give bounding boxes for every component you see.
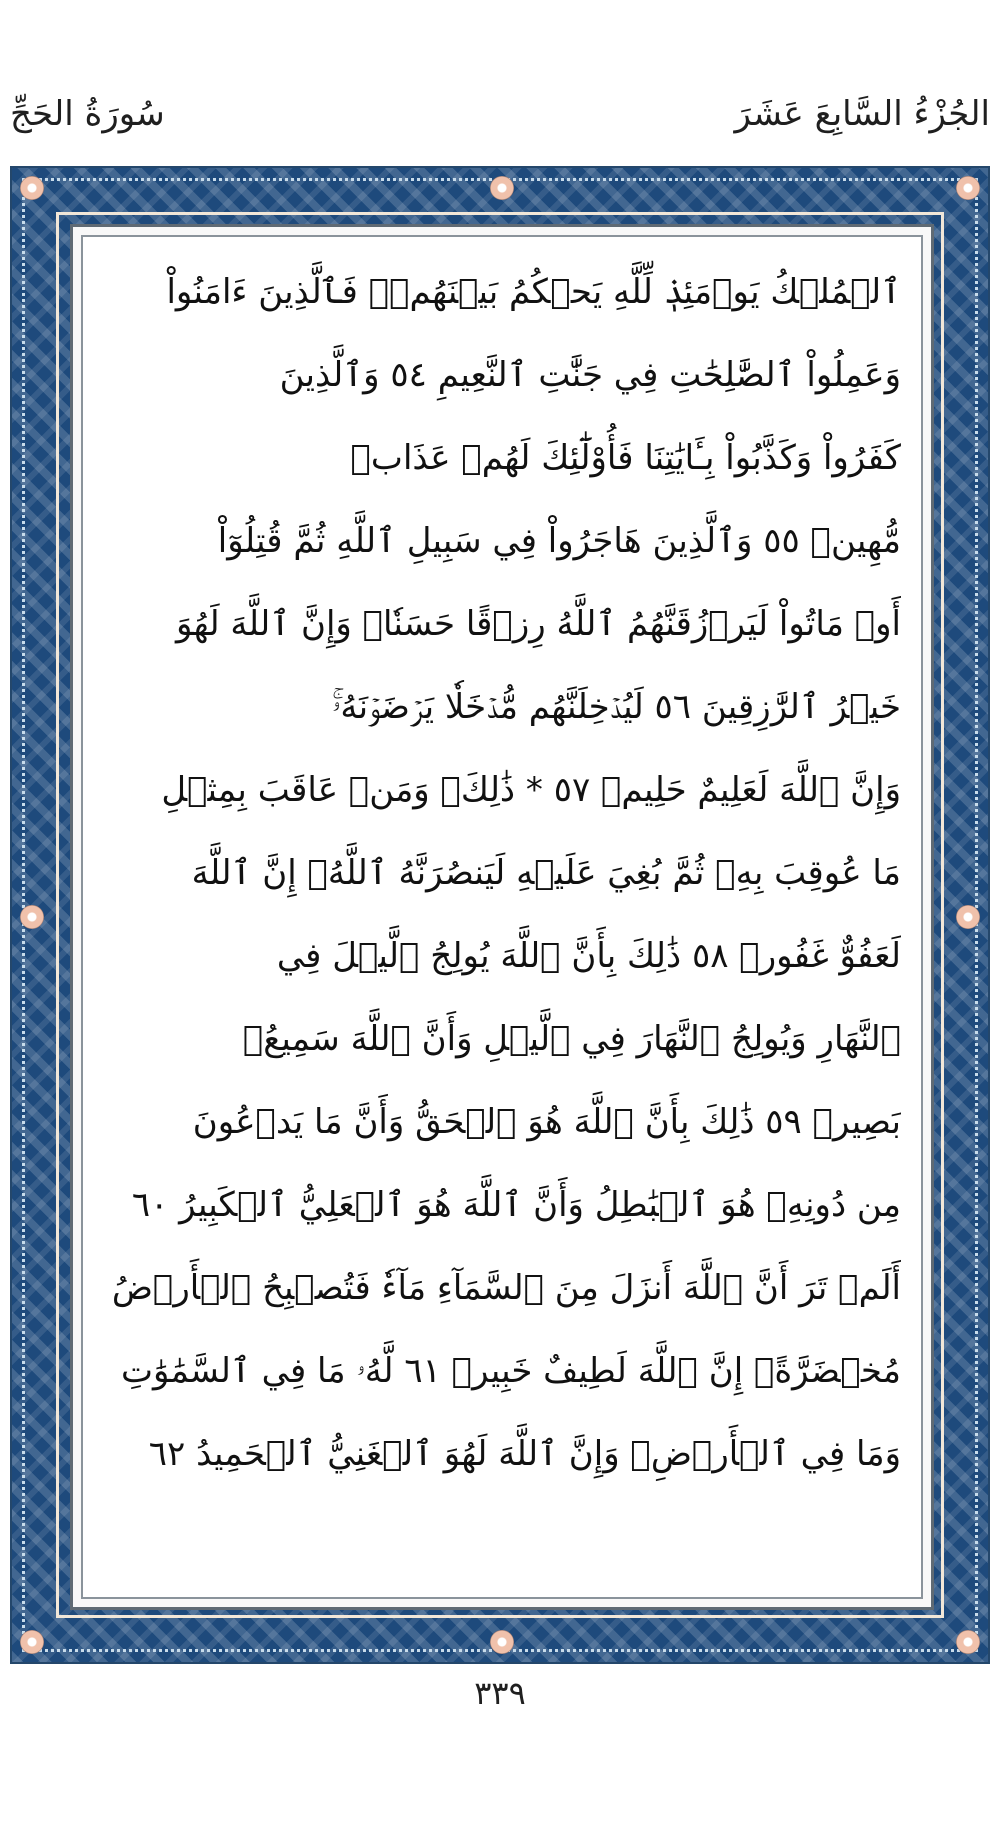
verse-line-15: وَمَا فِي ٱلۡأَرۡضِۚ وَإِنَّ ٱللَّهَ لَهُوَ ٱلۡغَنِيُّ ٱلۡحَمِيدُ ٦٢ [148, 1433, 901, 1474]
verse-line-6: خَيۡرُ ٱلرَّٰزِقِينَ ٥٦ لَيُدۡخِلَنَّهُم مُّدۡخَلٗا يَرۡضَوۡنَهُۥۚ [331, 686, 901, 727]
corner-ornament-icon [956, 1630, 980, 1654]
verse-line-10: ٱلنَّهَارِ وَيُولِجُ ٱلنَّهَارَ فِي ٱلَّيۡلِ وَأَنَّ ٱللَّهَ سَمِيعُۢ [242, 1018, 901, 1059]
verse-line-11: بَصِيرٞ ٥٩ ذَٰلِكَ بِأَنَّ ٱللَّهَ هُوَ ٱلۡحَقُّ وَأَنَّ مَا يَدۡعُونَ [192, 1101, 901, 1142]
decorative-frame [10, 166, 990, 1664]
verse-line-8: مَا عُوقِبَ بِهِۦ ثُمَّ بُغِيَ عَلَيۡهِ لَيَنصُرَنَّهُ ٱللَّهُۚ إِنَّ ٱللَّهَ [191, 852, 901, 893]
corner-ornament-icon [20, 176, 44, 200]
right-ornament-icon [956, 905, 980, 929]
verse-line-13: أَلَمۡ تَرَ أَنَّ ٱللَّهَ أَنزَلَ مِنَ ٱلسَّمَآءِ مَآءٗ فَتُصۡبِحُ ٱلۡأَرۡضُ [111, 1267, 901, 1308]
text-panel [70, 224, 934, 1610]
verse-line-5: أَوۡ مَاتُواْ لَيَرۡزُقَنَّهُمُ ٱللَّهُ رِزۡقًا حَسَنٗاۚ وَإِنَّ ٱللَّهَ لَهُوَ [176, 603, 901, 644]
verse-line-4: مُّهِينٞ ٥٥ وَٱلَّذِينَ هَاجَرُواْ فِي سَبِيلِ ٱللَّهِ ثُمَّ قُتِلُوٓاْ [217, 520, 901, 561]
quran-text-block [103, 251, 901, 1583]
verse-line-12: مِن دُونِهِۦ هُوَ ٱلۡبَٰطِلُ وَأَنَّ ٱللَّهَ هُوَ ٱلۡعَلِيُّ ٱلۡكَبِيرُ ٦٠ [131, 1184, 901, 1225]
verse-line-9: لَعَفُوٌّ غَفُورٞ ٥٨ ذَٰلِكَ بِأَنَّ ٱللَّهَ يُولِجُ ٱلَّيۡلَ فِي [276, 935, 901, 976]
page-number: ٣٣٩ [474, 1674, 526, 1712]
verse-line-1: ٱلۡمُلۡكُ يَوۡمَئِذٖ لِّلَّهِ يَحۡكُمُ بَيۡنَهُمۡۚ فَٱلَّذِينَ ءَامَنُواْ [166, 271, 901, 312]
verse-line-3: كَفَرُواْ وَكَذَّبُواْ بِـَٔايَٰتِنَا فَأُوْلَٰٓئِكَ لَهُمۡ عَذَابٞ [350, 437, 901, 478]
left-ornament-icon [20, 905, 44, 929]
corner-ornament-icon [20, 1630, 44, 1654]
verse-line-7: وَإِنَّ ٱللَّهَ لَعَلِيمٌ حَلِيمٞ ٥٧ * ذَٰلِكَۖ وَمَنۡ عَاقَبَ بِمِثۡلِ [161, 769, 901, 810]
corner-ornament-icon [956, 176, 980, 200]
verse-line-14: مُخۡضَرَّةًۚ إِنَّ ٱللَّهَ لَطِيفٌ خَبِيرٞ ٦١ لَّهُۥ مَا فِي ٱلسَّمَٰوَٰتِ [121, 1350, 901, 1391]
bottom-ornament-icon [490, 1630, 514, 1654]
verse-line-2: وَعَمِلُواْ ٱلصَّٰلِحَٰتِ فِي جَنَّٰتِ ٱلنَّعِيمِ ٥٤ وَٱلَّذِينَ [279, 354, 901, 395]
surah-name: سُورَةُ الحَجِّ [10, 94, 165, 134]
juz-name: الجُزْءُ السَّابِعَ عَشَرَ [734, 94, 990, 134]
top-ornament-icon [490, 176, 514, 200]
